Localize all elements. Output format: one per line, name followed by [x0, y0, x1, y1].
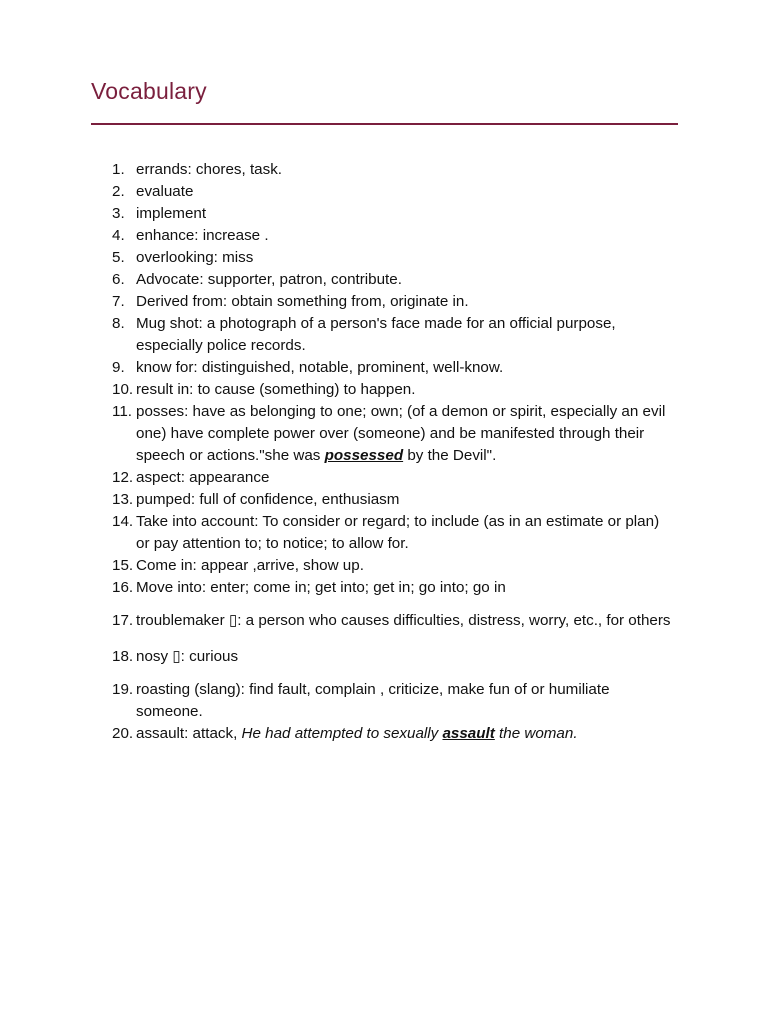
item-emphasis: assault — [442, 725, 495, 742]
item-text: nosy ▯: curious — [136, 648, 239, 665]
list-item — [0, 159, 768, 181]
list-item — [0, 607, 768, 635]
item-text: Take into account: To consider or regard; to include (as in an estimate or plan) or pay attention to; to notice; to allow for. — [136, 513, 660, 552]
item-number: 10. — [112, 381, 134, 398]
item-text: aspect: appearance — [136, 469, 270, 486]
item-text: evaluate — [136, 183, 194, 200]
item-number: 2. — [112, 183, 125, 200]
item-number: 14. — [112, 513, 134, 530]
item-text: errands: chores, task. — [136, 161, 283, 178]
item-number: 5. — [112, 249, 125, 266]
item-text: implement — [136, 205, 207, 222]
item-number: 19. — [112, 681, 134, 698]
item-text: Come in: appear ,arrive, show up. — [136, 557, 364, 574]
list-item — [0, 489, 768, 511]
list-item — [0, 577, 768, 599]
list-item — [0, 643, 768, 671]
item-text: pumped: full of confidence, enthusiasm — [136, 491, 400, 508]
item-number: 17. — [112, 612, 134, 629]
list-item — [0, 555, 768, 577]
list-item — [0, 379, 768, 401]
list-item — [0, 225, 768, 247]
list-item — [0, 679, 768, 723]
item-example-after: the woman. — [494, 725, 578, 742]
title-divider — [91, 123, 678, 125]
page-title: Vocabulary — [91, 78, 207, 104]
item-text: know for: distinguished, notable, prominent, well-know. — [136, 359, 504, 376]
list-item — [0, 723, 768, 745]
list-item — [0, 269, 768, 291]
item-number: 12. — [112, 469, 134, 486]
list-item — [0, 291, 768, 313]
item-number: 3. — [112, 205, 125, 222]
list-item — [0, 357, 768, 379]
list-item — [0, 313, 768, 357]
item-text: Advocate: supporter, patron, contribute. — [136, 271, 402, 288]
item-emphasis: possessed — [324, 447, 404, 464]
item-text: Move into: enter; come in; get into; get in; go into; go in — [136, 579, 506, 596]
item-text: roasting (slang): find fault, complain , criticize, make fun of or humiliate someone. — [136, 681, 610, 720]
item-number: 13. — [112, 491, 134, 508]
item-text: posses: have as belonging to one; own; (of a demon or spirit, especially an evil one) have complete power over (someone) and be manifested through their speech or actions."she was — [136, 403, 666, 464]
item-number: 16. — [112, 579, 134, 596]
item-number: 20. — [112, 725, 134, 742]
item-number: 18. — [112, 648, 134, 665]
item-text: Derived from: obtain something from, originate in. — [136, 293, 469, 310]
list-item — [0, 401, 768, 467]
item-number: 8. — [112, 315, 125, 332]
item-number: 4. — [112, 227, 125, 244]
vocabulary-list — [0, 159, 768, 745]
item-number: 1. — [112, 161, 125, 178]
item-text-after: by the Devil". — [403, 447, 497, 464]
item-text: enhance: increase . — [136, 227, 269, 244]
item-example: He had attempted to sexually — [241, 725, 443, 742]
item-text: assault: attack, — [136, 725, 242, 742]
list-item — [0, 181, 768, 203]
list-item — [0, 203, 768, 225]
item-number: 6. — [112, 271, 125, 288]
item-text: troublemaker ▯: a person who causes difficulties, distress, worry, etc., for others — [136, 612, 671, 629]
item-text: overlooking: miss — [136, 249, 254, 266]
item-number: 15. — [112, 557, 134, 574]
item-text: Mug shot: a photograph of a person's face made for an official purpose, especially police records. — [136, 315, 616, 354]
list-item — [0, 247, 768, 269]
item-number: 9. — [112, 359, 125, 376]
item-number: 11. — [112, 403, 132, 420]
list-item — [0, 467, 768, 489]
list-item — [0, 511, 768, 555]
item-text: result in: to cause (something) to happen. — [136, 381, 416, 398]
item-number: 7. — [112, 293, 125, 310]
